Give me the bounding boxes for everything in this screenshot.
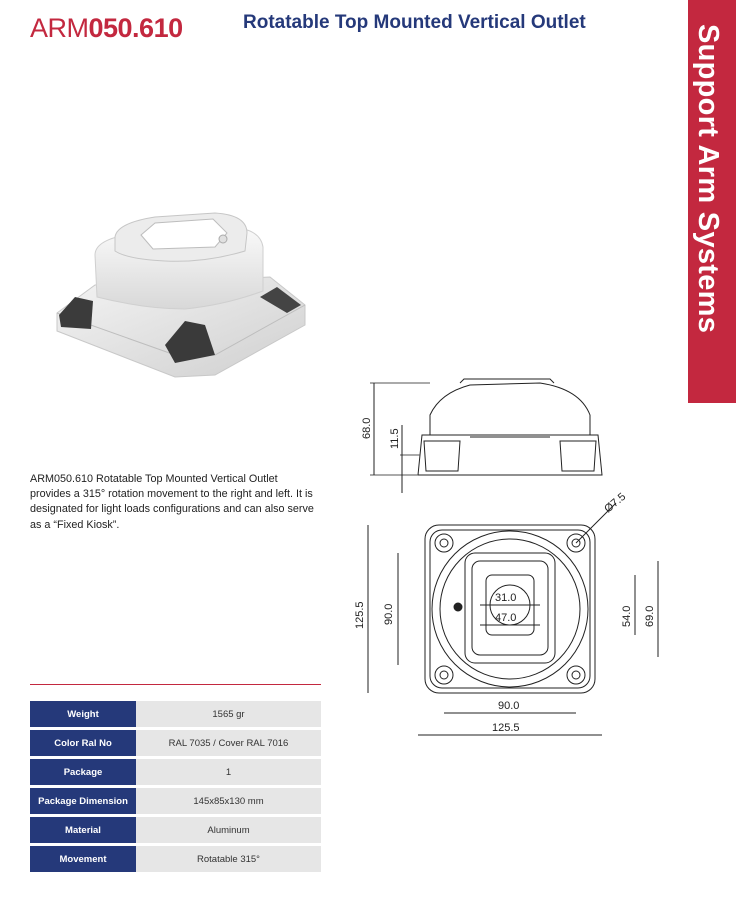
technical-drawing: [340, 375, 670, 745]
spec-label: Color Ral No: [30, 730, 136, 756]
category-label: Support Arm Systems: [692, 24, 724, 334]
dim-inner-a: 31.0: [495, 592, 517, 604]
product-description: ARM050.610 Rotatable Top Mounted Vertical Outlet provides a 315° rotation movement to the right and left. It is designated for light loads configurations and can also serve as a “Fixed Kiosk”.: [30, 473, 314, 531]
dim-hole-diameter: Ø7.5: [602, 490, 629, 516]
spec-value: Rotatable 315°: [136, 846, 321, 872]
spec-row: [30, 759, 321, 785]
spec-row: [30, 788, 321, 814]
spec-label: Package Dimension: [30, 788, 136, 814]
spec-value: RAL 7035 / Cover RAL 7016: [136, 730, 321, 756]
product-image: [55, 205, 315, 385]
dim-side-height: 68.0: [361, 417, 373, 439]
spec-value: 1565 gr: [136, 701, 321, 727]
dim-left-inner: 90.0: [383, 603, 395, 625]
spec-value: Aluminum: [136, 817, 321, 843]
spec-table: [30, 698, 321, 875]
side-view: [370, 379, 602, 493]
spec-label: Material: [30, 817, 136, 843]
product-code-prefix: ARM: [30, 13, 89, 43]
spec-label: Package: [30, 759, 136, 785]
dim-bottom-inner: 90.0: [498, 700, 520, 712]
spec-row: [30, 817, 321, 843]
spec-row: [30, 730, 321, 756]
dim-bottom-outer: 125.5: [492, 722, 520, 734]
product-code: [30, 13, 183, 44]
dim-base-height: 11.5: [389, 428, 401, 449]
product-title: Rotatable Top Mounted Vertical Outlet: [243, 12, 586, 33]
category-side-tab: [688, 0, 736, 403]
spec-row: [30, 701, 321, 727]
spec-label: Movement: [30, 846, 136, 872]
spec-value: 145x85x130 mm: [136, 788, 321, 814]
spec-row: [30, 846, 321, 872]
dim-right-inner: 54.0: [621, 605, 633, 627]
dim-inner-b: 47.0: [495, 612, 517, 624]
product-code-number: 050.610: [88, 13, 183, 43]
spec-label: Weight: [30, 701, 136, 727]
table-top-rule: [30, 684, 321, 685]
dim-left-outer: 125.5: [354, 601, 366, 629]
dim-right-outer: 69.0: [644, 605, 656, 627]
spec-value: 1: [136, 759, 321, 785]
